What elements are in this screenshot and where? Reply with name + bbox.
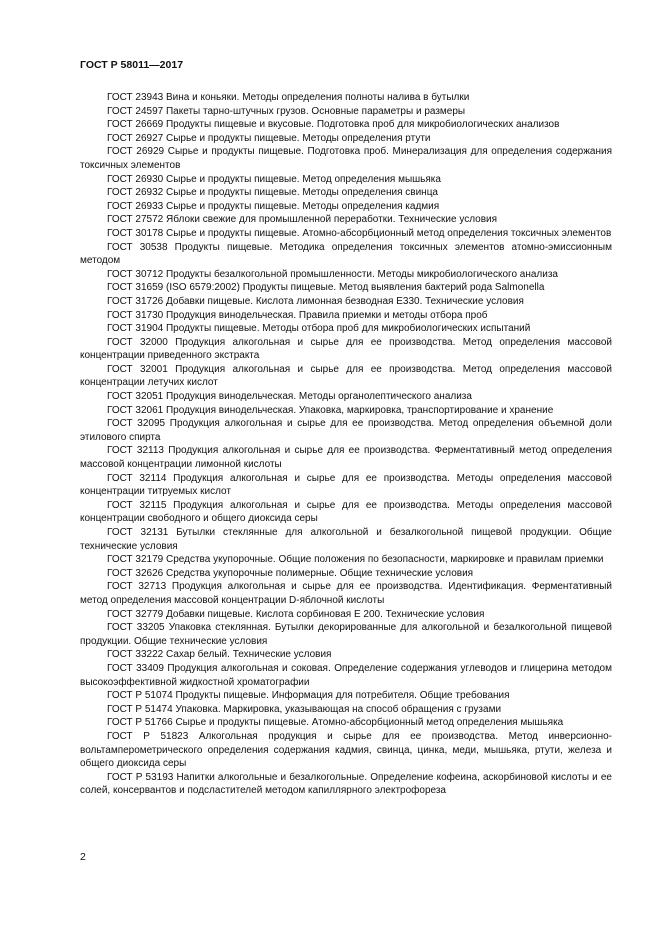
reference-item: ГОСТ 27572 Яблоки свежие для промышленной переработки. Технические условия — [107, 214, 498, 226]
reference-item: ГОСТ 32131 Бутылки стеклянные для алкогольной и безалкогольной пищевой продукции. Общие технические условия — [80, 527, 612, 552]
reference-item: ГОСТ 32114 Продукция алкогольная и сырье для ее производства. Методы определения массовой концентрации титруемых кислот — [80, 472, 612, 498]
reference-item: ГОСТ 26669 Продукты пищевые и вкусовые. Подготовка проб для микробиологических анализов — [107, 119, 560, 131]
reference-item: ГОСТ 32051 Продукция винодельческая. Методы органолептического анализа — [107, 391, 472, 403]
reference-item: ГОСТ 26933 Сырье и продукты пищевые. Методы определения кадмия — [107, 200, 440, 212]
reference-item: ГОСТ 32095 Продукция алкогольная и сырье для ее производства. Метод определения объемной доли этилового спирта — [80, 418, 612, 443]
page-number: 2 — [80, 851, 86, 863]
reference-item: ГОСТ 30712 Продукты безалкогольной промышленности. Методы микробиологического анализа — [107, 268, 558, 280]
reference-item: ГОСТ 33409 Продукция алкогольная и соковая. Определение содержания углеводов и глицерина методом высокоэффективной жидкостной хроматографии — [80, 662, 612, 688]
reference-item: ГОСТ 30538 Продукты пищевые. Методика определения токсичных элементов атомно-эмиссионным методом — [80, 241, 612, 267]
reference-item: ГОСТ 26927 Сырье и продукты пищевые. Методы определения ртути — [107, 132, 431, 144]
reference-item: ГОСТ 32626 Средства укупорочные полимерные. Общие технические условия — [107, 567, 474, 579]
reference-item: ГОСТ 32115 Продукция алкогольная и сырье для ее производства. Методы определения массовой концентрации свободного и общего диоксида серы — [80, 499, 612, 525]
reference-item: ГОСТ Р 51074 Продукты пищевые. Информация для потребителя. Общие требования — [107, 690, 510, 702]
reference-item: ГОСТ 32179 Средства укупорочные. Общие положения по безопасности, маркировке и правилам приемки — [107, 554, 604, 566]
reference-item: ГОСТ Р 51766 Сырье и продукты пищевые. Атомно-абсорбционный метод определения мышьяка — [107, 717, 564, 729]
reference-item: ГОСТ 26929 Сырье и продукты пищевые. Подготовка проб. Минерализация для определения содержания токсичных элементов — [80, 146, 612, 171]
reference-item: ГОСТ 31904 Продукты пищевые. Методы отбора проб для микробиологических испытаний — [107, 323, 531, 335]
reference-item: ГОСТ 30178 Сырье и продукты пищевые. Атомно-абсорбционный метод определения токсичных элементов — [107, 227, 612, 239]
reference-item: ГОСТ 32713 Продукция алкогольная и сырье для ее производства. Идентификация. Ферментативный метод определения массовой концентрации D-яблочной кислоты — [80, 581, 612, 606]
reference-item: ГОСТ 32113 Продукция алкогольная и сырье для ее производства. Ферментативный метод определения массовой концентрации лимонной кислоты — [80, 445, 612, 471]
reference-item: ГОСТ 32001 Продукция алкогольная и сырье для ее производства. Метод определения массовой концентрации летучих кислот — [80, 363, 612, 389]
normative-references-list — [80, 91, 612, 798]
reference-item: ГОСТ 32779 Добавки пищевые. Кислота сорбиновая Е 200. Технические условия — [107, 608, 485, 620]
reference-item: ГОСТ 33222 Сахар белый. Технические условия — [107, 649, 332, 661]
reference-item: ГОСТ 31726 Добавки пищевые. Кислота лимонная безводная Е330. Технические условия — [107, 295, 524, 307]
document-header: ГОСТ Р 58011—2017 — [80, 59, 184, 71]
reference-item: ГОСТ 31659 (ISO 6579:2002) Продукты пищевые. Метод выявления бактерий рода Salmonella — [107, 282, 545, 294]
reference-item: ГОСТ 26932 Сырье и продукты пищевые. Методы определения свинца — [107, 187, 438, 199]
reference-item: ГОСТ 23943 Вина и коньяки. Методы определения полноты налива в бутылки — [107, 92, 470, 103]
reference-item: ГОСТ Р 51823 Алкогольная продукция и сырье для ее производства. Метод инверсионно-вольтамперометрического определения содержания кадмия, свинца, цинка, меди, мышьяка, ртути, железа и общего диоксида серы — [80, 730, 612, 770]
reference-item: ГОСТ 33205 Упаковка стеклянная. Бутылки декорированные для алкогольной и безалкогольной пищевой продукции. Общие технические условия — [80, 622, 612, 647]
reference-item: ГОСТ 26930 Сырье и продукты пищевые. Метод определения мышьяка — [107, 173, 441, 185]
reference-item: ГОСТ Р 53193 Напитки алкогольные и безалкогольные. Определение кофеина, аскорбиновой кислоты и ее солей, консервантов и подсластителей методом капиллярного электрофореза — [80, 771, 612, 797]
reference-item: ГОСТ 32000 Продукция алкогольная и сырье для ее производства. Метод определения массовой концентрации приведенного экстракта — [80, 336, 612, 362]
reference-item: ГОСТ 31730 Продукция винодельческая. Правила приемки и методы отбора проб — [107, 309, 488, 321]
reference-item: ГОСТ 24597 Пакеты тарно-штучных грузов. Основные параметры и размеры — [107, 105, 466, 117]
reference-item: ГОСТ Р 51474 Упаковка. Маркировка, указывающая на способ обращения с грузами — [107, 703, 502, 715]
reference-item: ГОСТ 32061 Продукция винодельческая. Упаковка, маркировка, транспортирование и хранение — [107, 404, 554, 416]
